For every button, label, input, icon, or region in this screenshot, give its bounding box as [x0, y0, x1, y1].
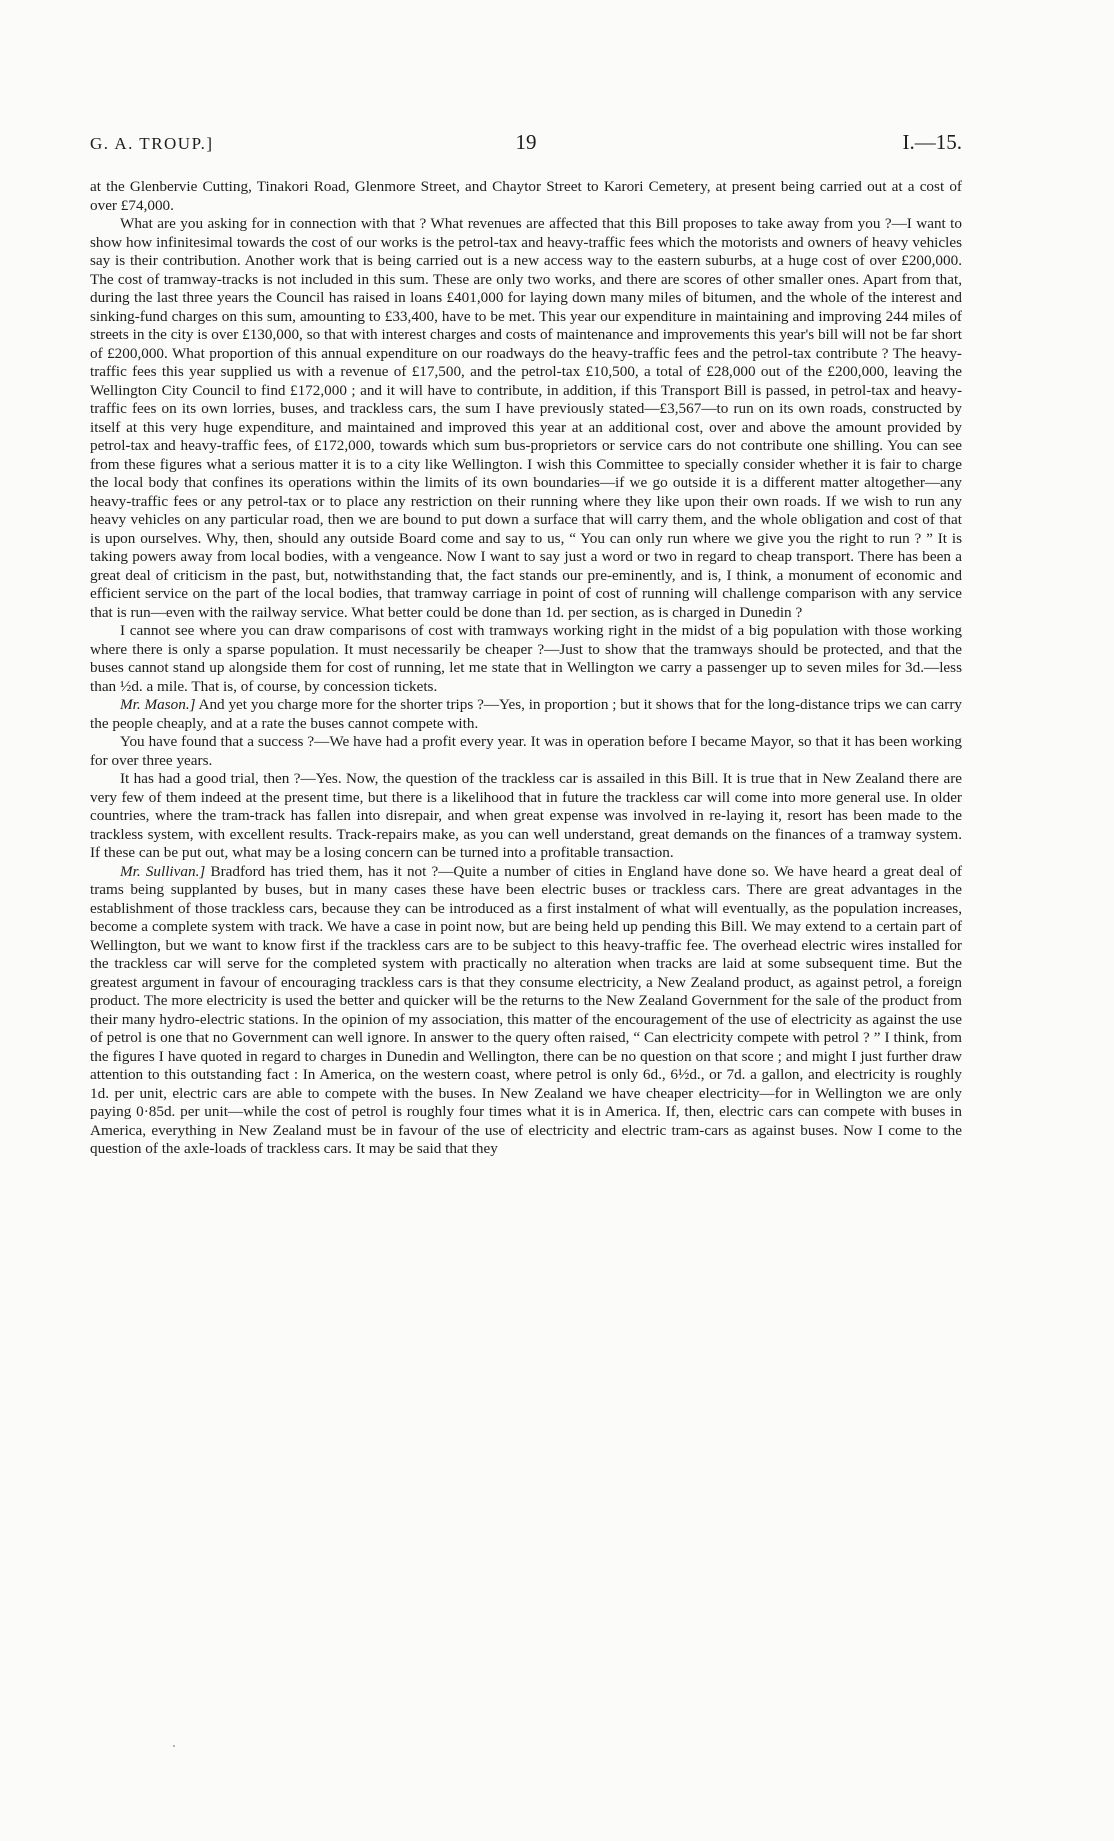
paragraph — [90, 215, 962, 622]
paragraph-text: It has had a good trial, then ?—Yes. Now, the question of the trackless car is assailed in this Bill. It is true that in New Zealand there are very few of them indeed at the present time, but there is a likelihood that in future the trackless car will come into more general use. In older countries, where the tram-track has fallen into disrepair, and when great expense was involved in re-laying it, resort has been made to the trackless system, with excellent results. Track-repairs make, as you can well understand, great demands on the finances of a tramway system. If these can be put out, what may be a losing concern can be turned into a profitable transaction. — [90, 770, 962, 861]
paragraph — [90, 696, 962, 733]
paragraph-text: You have found that a success ?—We have had a profit every year. It was in operation before I became Mayor, so that it has been working for over three years. — [90, 733, 962, 769]
speaker-label: Mr. Mason.] — [120, 696, 196, 713]
paragraph-text: I cannot see where you can draw comparisons of cost with tramways working right in the midst of a big population with those working where there is only a sparse population. It must necessarily be cheaper ?—Just to show that the tramways should be protected, and that the buses cannot stand up alongside them for cost of running, let me state that in Wellington we carry a passenger up to seven miles for 3d.—less than ½d. a mile. That is, of course, by concession tickets. — [90, 622, 962, 695]
header-witness-name: G. A. TROUP.] — [90, 134, 214, 153]
paragraph — [90, 770, 962, 863]
paragraph-text: Bradford has tried them, has it not ?—Quite a number of cities in England have done so. We have heard a great deal of trams being supplanted by buses, but in many cases these have been electric buses or trackless cars. There are great advantages in the establishment of those trackless cars, because they can be introduced as a first instalment of what will eventually, as the population increases, become a complete system with track. We have a case in point now, but are being held up pending this Bill. We may extend to a certain part of Wellington, but we want to know first if the trackless cars are to be subject to this heavy-traffic fee. The overhead electric wires installed for the trackless car will serve for the completed system with practically no alteration when tracks are laid at some subsequent time. But the greatest argument in favour of encouraging trackless cars is that they consume electricity, a New Zealand product, as against petrol, a foreign product. The more electricity is used the better and quicker will be the returns to the New Zealand Government for the sale of the product from their many hydro-electric stations. In the opinion of my association, this matter of the encouragement of the use of electricity as against the use of petrol is one that no Government can well ignore. In answer to the query often raised, “ Can electricity compete with petrol ? ” I think, from the figures I have quoted in regard to charges in Dunedin and Wellington, there can be no question on that score ; and might I just further draw attention to this outstanding fact : In America, on the western coast, where petrol is only 6d., 6½d., or 7d. a gallon, and electricity is roughly 1d. per unit, electric cars are able to compete with the buses. In New Zealand we have cheaper electricity—for in Wellington we are only paying 0·85d. per unit—while the cost of petrol is roughly four times what it is in America. If, then, electric cars can compete with buses in America, everything in New Zealand must be in favour of the use of electricity and electric tram-cars as against buses. Now I come to the question of the axle-loads of trackless cars. It may be said that they — [90, 862, 963, 1157]
scan-speck — [173, 1745, 175, 1747]
page-number: 19 — [515, 130, 537, 154]
page-header — [90, 130, 962, 160]
paragraph — [90, 622, 962, 696]
paragraph-text: What are you asking for in connection with that ? What revenues are affected that this Bill proposes to take away from you ?—I want to show how infinitesimal towards the cost of our works is the petrol-tax and heavy-traffic fees which the motorists and owners of heavy vehicles say is their contribution. Another work that is being carried out is a new access way to the eastern suburbs, at a huge cost of over £200,000. The cost of tramway-tracks is not included in this sum. These are only two works, and there are scores of other smaller ones. Apart from that, during the last three years the Council has raised in loans £401,000 for laying down many miles of bitumen, and the whole of the interest and sinking-fund charges on this sum, amounting to £33,400, have to be met. This year our expenditure in maintaining and improving 244 miles of streets in the city is over £130,000, so that with interest charges and costs of maintenance and improvements this year's bill will not be far short of £200,000. What proportion of this annual expenditure on our roadways do the heavy-traffic fees and the petrol-tax contribute ? The heavy-traffic fees this year supplied us with a revenue of £17,500, and the petrol-tax £10,500, a total of £28,000 out of the £200,000, leaving the Wellington City Council to find £172,000 ; and it will have to contribute, in addition, if this Transport Bill is passed, in petrol-tax and heavy-traffic fees on its own lorries, buses, and trackless cars, the sum I have previously stated—£3,567—to run on its own roads, constructed by itself at this very huge expenditure, and maintained and improved this year at an additional cost, over and above the amount provided by petrol-tax and heavy-traffic fees, of £172,000, towards which sum bus-proprietors or service cars do not contribute one shilling. You can see from these figures what a serious matter it is to a city like Wellington. I wish this Committee to specially consider whether it is fair to charge the local body that confines its operations within the limits of its own boundaries—if we go outside it is a different matter altogether—any heavy-traffic fees or any petrol-tax or to place any restriction on their running where they like upon their own roads. If we wish to run any heavy vehicles on any particular road, then we are bound to put down a surface that will carry them, and the whole obligation and cost of that is upon ourselves. Why, then, should any outside Board come and say to us, “ You can only run where we give you the right to run ? ” It is taking powers away from local bodies, with a vengeance. Now I want to say just a word or two in regard to cheap transport. There has been a great deal of criticism in the past, but, notwithstanding that, the fact stands our pre-eminently, and is, I think, a monument of economic and efficient service on the part of the local bodies, that tramway carriage in point of cost of running will challenge comparison with any service that is run—even with the railway service. What better could be done than 1d. per section, as is charged in Dunedin ? — [90, 215, 962, 621]
paragraph-text: And yet you charge more for the shorter trips ?—Yes, in proportion ; but it shows that for the long-distance trips we can carry the people cheaply, and at a rate the buses cannot compete with. — [90, 696, 962, 732]
paragraph — [90, 733, 962, 770]
paragraph — [90, 863, 962, 1159]
paper-reference: I.—15. — [902, 130, 962, 154]
paragraph — [90, 178, 962, 215]
body-text — [90, 178, 962, 1159]
speaker-label: Mr. Sullivan.] — [120, 862, 206, 880]
paragraph-text: at the Glenbervie Cutting, Tinakori Road, Glenmore Street, and Chaytor Street to Karori Cemetery, at present being carried out at a cost of over £74,000. — [90, 178, 962, 214]
